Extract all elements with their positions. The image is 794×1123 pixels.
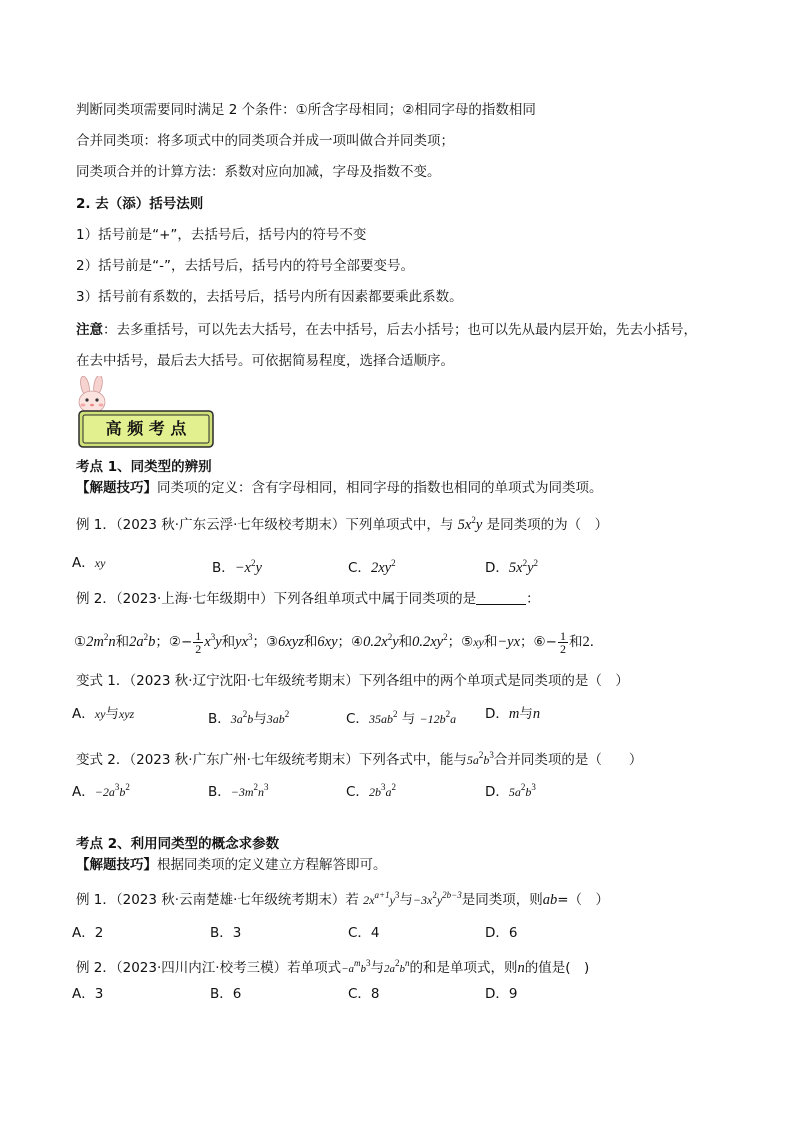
rule-2: 2）括号前是“-”，去括号后，括号内的符号全部要变号。 — [76, 258, 414, 274]
kp2-ex1-option-b[interactable]: B．3 — [210, 925, 242, 941]
kp2-example-1: 例 1．（2023 秋·云南楚雄·七年级统考期末）若 $2x^{a+1}y^3$与$-3x^2y^{2b-3}$是同类项，则ab=（ ） — [76, 890, 610, 908]
intro-line-1: 判断同类项需要同时满足 2 个条件：①所含字母相同；②相同字母的指数相同 — [76, 102, 536, 118]
kp1-example-2 — [76, 590, 540, 608]
kp1-ex2-text: 例 2．（2023·上海·七年级期中）下列各组单项式中属于同类项的是 — [76, 591, 477, 607]
note-line-1 — [76, 321, 697, 339]
kp1-var1-option-c[interactable]: C．$35ab^2$ 与 $-12b^2a$ — [346, 709, 457, 727]
kp1-ex1-term: $5x^2y$ — [457, 515, 483, 533]
kp1-variant-2: 变式 2．（2023 秋·广东广州·七年级统考期末）下列各式中，能与$5a^2b^3$合并同类项的是（ ） — [76, 750, 643, 768]
kp1-var1-option-a[interactable]: A．xy与xyz — [72, 706, 135, 722]
kp2-ex2-text: 例 2．（2023·四川内江·校考三模）若单项式 — [76, 960, 342, 976]
kp1-ex1-text: 例 1．（2023 秋·广东云浮·七年级校考期末）下列单项式中，与 — [76, 517, 454, 533]
kp1-var2-option-b[interactable]: B．$-3m^2n^3$ — [208, 782, 269, 800]
kp2-ex1-option-d[interactable]: D．6 — [485, 925, 518, 941]
kp1-tip-text: 同类项的定义：含有字母相同，相同字母的指数也相同的单项式为同类项。 — [157, 480, 603, 496]
rule-3: 3）括号前有系数的，去括号后，括号内所有因素都要乘此系数。 — [76, 289, 463, 305]
kp1-ex1-tail: 是同类项的为（ ） — [486, 517, 609, 533]
kp2-tip-text: 根据同类项的定义建立方程解答即可。 — [157, 857, 387, 873]
kp2-tip-label: 【解题技巧】 — [76, 857, 157, 873]
kp2-tip — [76, 856, 387, 874]
kp1-ex1-option-a[interactable]: A．xy — [72, 555, 106, 571]
intro-line-3: 同类项合并的计算方法：系数对应向加减，字母及指数不变。 — [76, 164, 441, 180]
kp1-var2-option-c[interactable]: C．$2b^3a^2$ — [346, 782, 396, 800]
rule-1: 1）括号前是“+”，去括号后，括号内的符号不变 — [76, 227, 367, 243]
kp1-ex2-tail: ： — [526, 591, 540, 607]
kp2-ex2-option-a[interactable]: A．3 — [72, 986, 104, 1002]
kp1-var2-text: 变式 2．（2023 秋·广东广州·七年级统考期末）下列各式中，能与 — [76, 752, 467, 768]
kp2-example-2: 例 2．（2023·四川内江·校考三模）若单项式$-a^mb^3$与$2a^2b^n$的和是单项式，则n的值是( ) — [76, 958, 590, 976]
answer-blank[interactable] — [476, 592, 526, 605]
kp1-title: 考点 1、同类型的辨别 — [76, 459, 212, 475]
badge-label: 高 频 考 点 — [105, 419, 187, 438]
kp1-tip — [76, 479, 603, 497]
kp2-ex2-option-c[interactable]: C．8 — [348, 986, 380, 1002]
note-label: 注意 — [76, 322, 103, 338]
kp1-var1-option-d[interactable]: D．m与n — [485, 706, 541, 722]
kp1-var2-option-a[interactable]: A．$-2a^3b^2$ — [72, 782, 130, 800]
kp1-example-1 — [76, 511, 608, 534]
kp1-variant-1: 变式 1．（2023 秋·辽宁沈阳·七年级统考期末）下列各组中的两个单项式是同类项的是（ ） — [76, 673, 629, 689]
kp1-ex1-option-d[interactable]: D．$5x^2y^2$ — [485, 558, 539, 576]
kp1-ex2-groups: $①2m^2n$和$2a^2b$；②− $\frac{1}{2}$ $x^3y$和$yx^3$；③6xyz和6xy；$④0.2x^2y$和$0.2xy^2$；⑤xy和−yx；⑥− $\frac{1}{2}$ 和2． — [74, 628, 604, 656]
kp2-ex1-option-c[interactable]: C．4 — [348, 925, 380, 941]
note-text-1: ：去多重括号，可以先去大括号，在去中括号，后去小括号；也可以先从最内层开始，先去小括号， — [103, 322, 697, 338]
intro-line-2: 合并同类项：将多项式中的同类项合并成一项叫做合并同类项； — [76, 133, 454, 149]
section-heading-2: 2. 去（添）括号法则 — [76, 196, 204, 212]
kp1-var2-tail: 合并同类项的是（ ） — [493, 752, 643, 768]
kp2-ex1-option-a[interactable]: A．2 — [72, 925, 104, 941]
kp1-ex1-option-b[interactable]: B．$-x^2y$ — [212, 558, 262, 576]
kp1-tip-label: 【解题技巧】 — [76, 480, 157, 496]
kp2-title: 考点 2、利用同类型的概念求参数 — [76, 836, 280, 852]
kp1-var1-option-b[interactable]: B．$3a^2b$与$3ab^2$ — [208, 709, 290, 727]
kp1-ex1-option-c[interactable]: C．$2xy^2$ — [348, 558, 396, 576]
kp1-var2-option-d[interactable]: D．$5a^2b^3$ — [485, 782, 536, 800]
kp2-ex2-option-d[interactable]: D．9 — [485, 986, 518, 1002]
high-frequency-badge — [78, 410, 214, 448]
kp2-ex1-text: 例 1．（2023 秋·云南楚雄·七年级统考期末）若 — [76, 892, 359, 908]
kp2-ex2-option-b[interactable]: B．6 — [210, 986, 242, 1002]
note-line-2: 在去中括号，最后去大括号。可依据简易程度，选择合适顺序。 — [76, 353, 454, 369]
